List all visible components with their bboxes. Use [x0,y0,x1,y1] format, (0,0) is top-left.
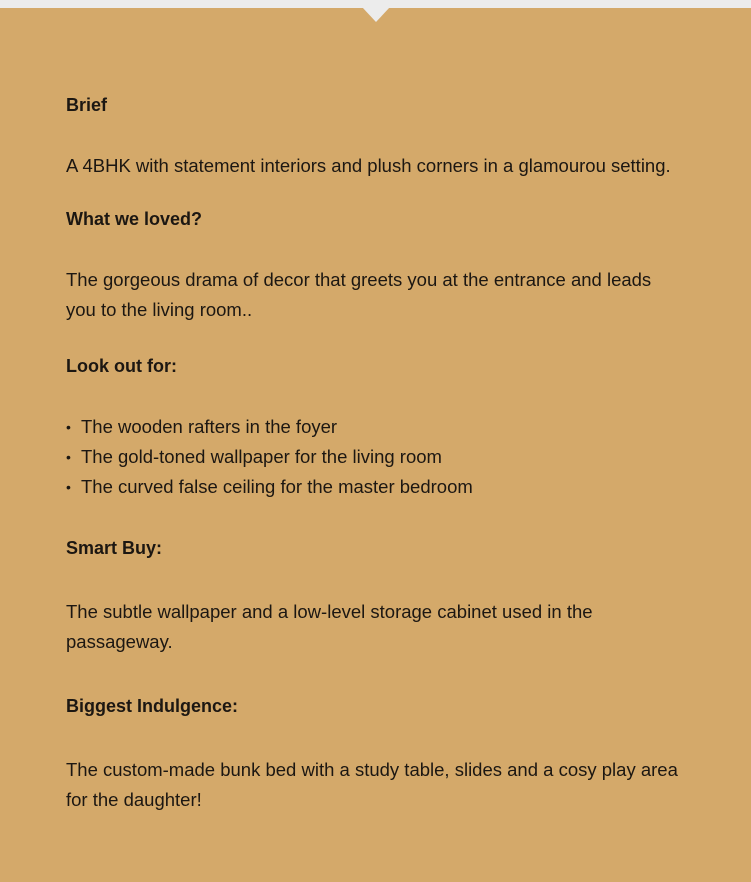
smart-buy-heading: Smart Buy: [66,538,163,558]
list-item [66,472,686,502]
list-item [66,442,686,472]
list-item-text: The curved false ceiling for the master bedroom [81,476,473,497]
bullet-icon: • [66,419,71,435]
smart-buy-text: The subtle wallpaper and a low-level storage cabinet used in the passageway. [66,601,593,652]
indulgence-heading: Biggest Indulgence: [66,696,239,716]
bullet-icon: • [66,479,71,495]
list-item-text: The wooden rafters in the foyer [81,416,338,437]
indulgence-text: The custom-made bunk bed with a study table, slides and a cosy play area for the daughter! [66,759,678,810]
list-item [66,412,686,442]
article-content [66,94,686,815]
brief-text: A 4BHK with statement interiors and plush corners in a glamourou setting. [66,155,671,176]
loved-heading: What we loved? [66,209,203,229]
bullet-icon: • [66,449,71,465]
pointer-notch-icon [362,7,390,22]
list-item-text: The gold-toned wallpaper for the living room [81,446,442,467]
look-out-list [66,412,686,502]
loved-text: The gorgeous drama of decor that greets you at the entrance and leads you to the living room.. [66,269,652,320]
brief-heading: Brief [66,95,108,115]
look-out-heading: Look out for: [66,356,177,376]
